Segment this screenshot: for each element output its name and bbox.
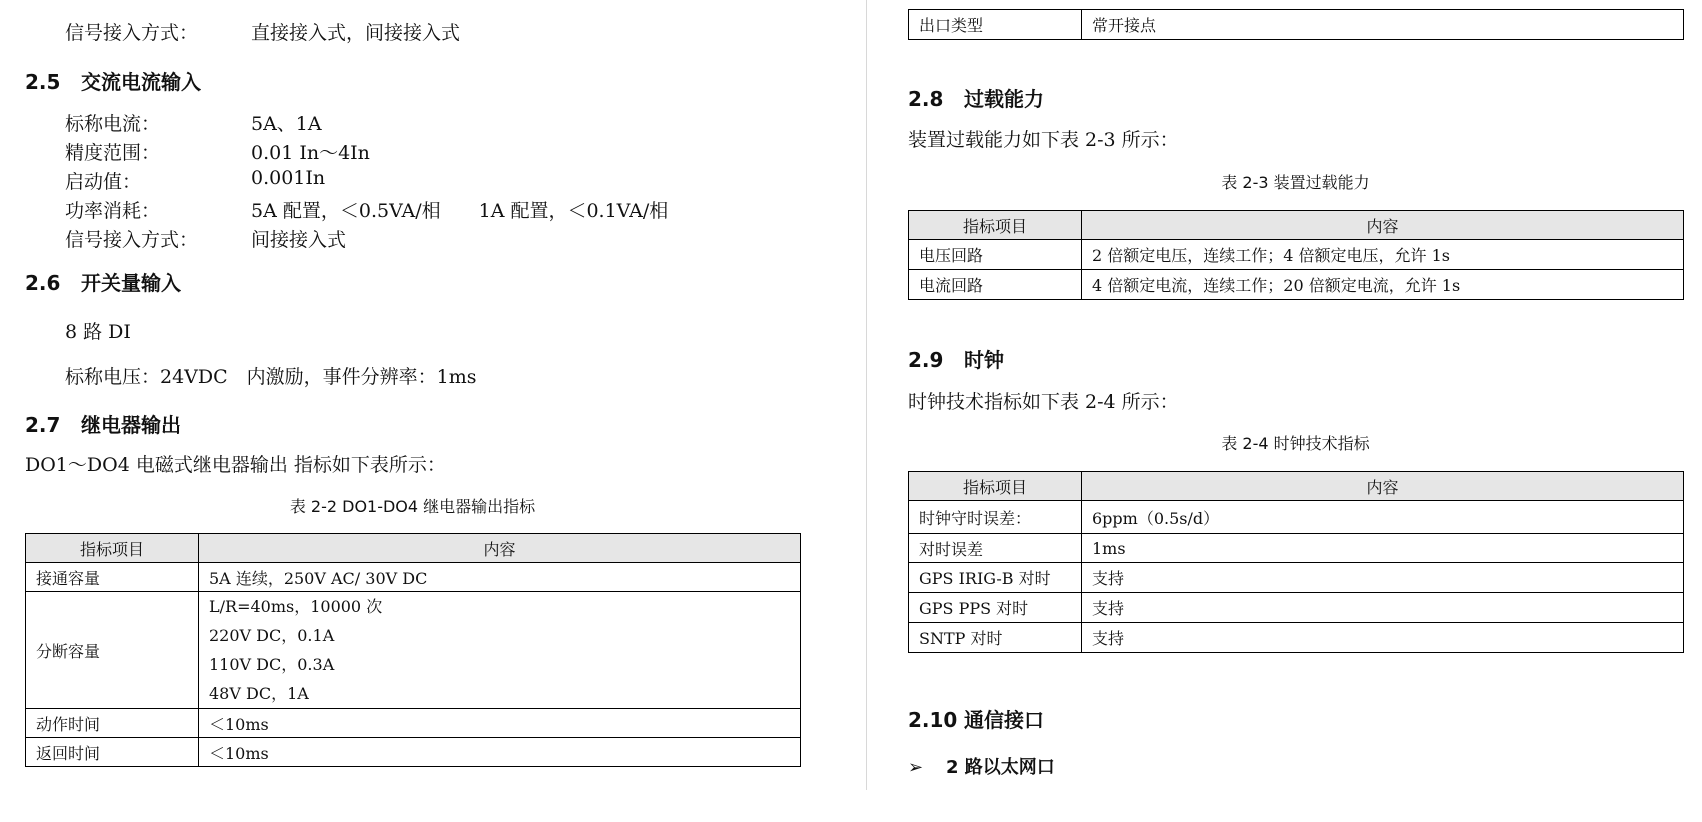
section-number: 2.6 (25, 271, 61, 295)
section-title: 交流电流输入 (81, 70, 201, 94)
column-divider (866, 0, 867, 790)
overload-intro-text: 装置过载能力如下表 2-3 所示： (908, 129, 1179, 151)
table-value-cell: 1ms (1082, 534, 1684, 563)
table-value-line: 48V DC，1A (209, 684, 309, 703)
section-title: 继电器输出 (81, 413, 181, 437)
spec-value: 5A、1A (251, 113, 322, 135)
spec-value: 5A 配置，＜0.5VA/相 1A 配置，＜0.1VA/相 (251, 200, 669, 222)
table-key-cell: 电压回路 (909, 240, 1082, 270)
table-row (909, 593, 1684, 623)
section-title: 开关量输入 (81, 271, 181, 295)
table-value-cell: ＜10ms (199, 709, 801, 738)
table-row (909, 534, 1684, 563)
table-row (909, 270, 1684, 300)
spec-label: 标称电流： (65, 113, 161, 135)
section-number: 2.7 (25, 413, 61, 437)
overload-table (908, 210, 1684, 300)
signal-access-value: 直接接入式，间接接入式 (251, 22, 461, 44)
section-2-9-heading (908, 344, 1004, 373)
table-row (909, 10, 1684, 40)
table-2-4-caption: 表 2-4 时钟技术指标 (1221, 434, 1370, 453)
section-title: 通信接口 (964, 708, 1044, 732)
table-row (909, 501, 1684, 534)
relay-intro-text: DO1～DO4 电磁式继电器输出 指标如下表所示： (25, 454, 446, 476)
signal-access-line (65, 18, 665, 44)
spec-label: 信号接入方式： (65, 229, 199, 251)
table-key-cell: 对时误差 (909, 534, 1082, 563)
spec-label: 功率消耗： (65, 200, 161, 222)
section-number: 2.9 (908, 348, 944, 372)
table-2-3-caption: 表 2-3 装置过载能力 (1221, 173, 1370, 192)
table-header-cell: 内容 (1082, 211, 1684, 240)
table-value-cell: 常开接点 (1082, 10, 1684, 40)
table-2-2-caption: 表 2-2 DO1-DO4 继电器输出指标 (289, 497, 536, 516)
spec-value: 0.01 In～4In (251, 142, 370, 164)
table-value-line: 110V DC，0.3A (209, 655, 335, 674)
table-key-cell: GPS PPS 对时 (909, 593, 1082, 623)
table-key-cell: 返回时间 (26, 738, 199, 767)
table-value-cell: 2 倍额定电压，连续工作；4 倍额定电压，允许 1s (1082, 240, 1684, 270)
section-number: 2.5 (25, 70, 61, 94)
output-type-table (908, 9, 1684, 40)
table-value-cell (199, 592, 801, 709)
spec-row (65, 167, 765, 194)
spec-value: 间接接入式 (251, 229, 347, 251)
bullet-text: 2 路以太网口 (946, 757, 1055, 778)
table-header-cell: 内容 (1082, 472, 1684, 501)
table-header-cell: 指标项目 (909, 472, 1082, 501)
clock-table (908, 471, 1684, 653)
di-voltage-line: 标称电压：24VDC 内激励，事件分辨率：1ms (65, 366, 477, 388)
table-key-cell: 分断容量 (26, 592, 199, 709)
table-key-cell: 动作时间 (26, 709, 199, 738)
spec-row (65, 196, 765, 223)
table-value-cell: 支持 (1082, 563, 1684, 593)
di-count-line: 8 路 DI (65, 321, 131, 343)
table-value-line: L/R=40ms，10000 次 (209, 597, 383, 616)
signal-access-label: 信号接入方式： (65, 22, 199, 44)
table-row (26, 709, 801, 738)
table-key-cell: SNTP 对时 (909, 623, 1082, 653)
relay-output-table (25, 533, 801, 767)
table-key-cell: 电流回路 (909, 270, 1082, 300)
section-number: 2.10 (908, 708, 958, 732)
spec-label: 精度范围： (65, 142, 161, 164)
section-2-7-heading (25, 409, 181, 438)
section-2-10-heading (908, 704, 1044, 733)
table-header-row (26, 534, 801, 563)
table-header-row (909, 211, 1684, 240)
ethernet-bullet (908, 753, 1055, 779)
table-value-cell: 4 倍额定电流，连续工作；20 倍额定电流，允许 1s (1082, 270, 1684, 300)
spec-row (65, 109, 765, 136)
table-key-cell: 出口类型 (909, 10, 1082, 40)
table-row (26, 563, 801, 592)
spec-label: 启动值： (65, 171, 142, 193)
table-row (26, 738, 801, 767)
table-row (26, 592, 801, 709)
table-value-cell: 6ppm（0.5s/d） (1082, 501, 1684, 534)
table-header-cell: 指标项目 (26, 534, 199, 563)
section-title: 时钟 (964, 348, 1004, 372)
spec-row (65, 138, 765, 165)
section-number: 2.8 (908, 87, 944, 111)
clock-intro-text: 时钟技术指标如下表 2-4 所示： (908, 391, 1179, 413)
table-value-cell: 5A 连续，250V AC/ 30V DC (199, 563, 801, 592)
table-row (909, 623, 1684, 653)
section-2-5-heading (25, 66, 201, 95)
table-row (909, 240, 1684, 270)
table-value-line: 220V DC，0.1A (209, 626, 335, 645)
table-key-cell: 接通容量 (26, 563, 199, 592)
table-value-cell: 支持 (1082, 593, 1684, 623)
section-2-6-heading (25, 267, 181, 296)
table-key-cell: GPS IRIG-B 对时 (909, 563, 1082, 593)
arrow-bullet-icon: ➢ (908, 757, 924, 778)
spec-value: 0.001In (251, 167, 326, 189)
spec-row (65, 225, 765, 252)
table-value-cell: 支持 (1082, 623, 1684, 653)
table-key-cell: 时钟守时误差： (909, 501, 1082, 534)
table-header-cell: 内容 (199, 534, 801, 563)
table-header-row (909, 472, 1684, 501)
section-2-8-heading (908, 83, 1044, 112)
section-title: 过载能力 (964, 87, 1044, 111)
table-row (909, 563, 1684, 593)
table-value-cell: ＜10ms (199, 738, 801, 767)
table-header-cell: 指标项目 (909, 211, 1082, 240)
